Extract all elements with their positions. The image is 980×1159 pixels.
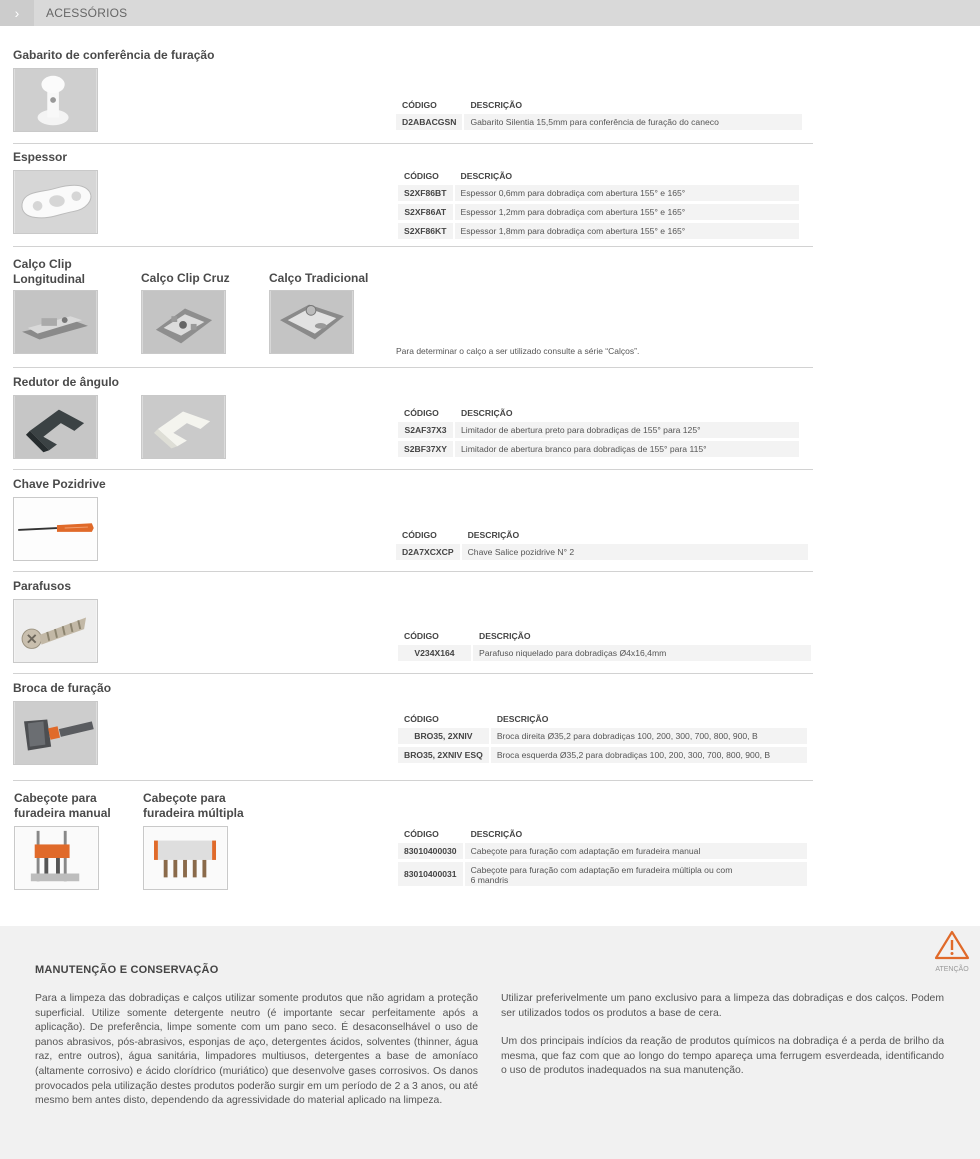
col-desc-header: DESCRIÇÃO: [467, 530, 520, 540]
col-code-header: CÓDIGO: [402, 100, 437, 110]
divider: [13, 780, 813, 781]
divider: [13, 469, 813, 470]
calcos-note: Para determinar o calço a ser utilizado consulte a série “Calços”.: [396, 346, 640, 356]
table-row: [398, 185, 799, 201]
calco-longitudinal-title: Calço Clip Longitudinal: [13, 257, 85, 286]
broca-image: [13, 701, 98, 765]
row-desc: Broca direita Ø35,2 para dobradiças 100, 200, 300, 700, 800, 900, B: [491, 728, 807, 744]
row-code: V234X164: [398, 645, 473, 661]
calco-tradicional-title: Calço Tradicional: [269, 271, 369, 285]
maintenance-section: [0, 926, 980, 1159]
row-desc: Parafuso niquelado para dobradiças Ø4x16,4mm: [473, 645, 811, 661]
col-code-header: CÓDIGO: [404, 171, 439, 181]
row-desc: Limitador de abertura branco para dobradiças de 155° para 115°: [455, 441, 799, 457]
broca-table: [398, 710, 807, 766]
chave-title: Chave Pozidrive: [13, 477, 106, 491]
cabecote-multipla-title: Cabeçote para furadeira múltipla: [143, 791, 244, 820]
header-title: ACESSÓRIOS: [46, 6, 128, 20]
cabecote-manual-title: Cabeçote para furadeira manual: [14, 791, 111, 820]
row-code: S2AF37X3: [398, 422, 455, 438]
maintenance-title: MANUTENÇÃO E CONSERVAÇÃO: [35, 964, 219, 976]
row-code: S2XF86BT: [398, 185, 455, 201]
table-row: [398, 843, 807, 859]
col-desc-header: DESCRIÇÃO: [470, 100, 523, 110]
calco-longitudinal-image: [13, 290, 98, 354]
row-desc: Broca esquerda Ø35,2 para dobradiças 100, 200, 300, 700, 800, 900, B: [491, 747, 807, 763]
row-desc: Espessor 1,2mm para dobradiça com abertura 155° e 165°: [455, 204, 799, 220]
row-code: 83010400030: [398, 843, 465, 859]
espessor-image: [13, 170, 98, 234]
calco-cruz-image: [141, 290, 226, 354]
warning-label: ATENÇÃO: [935, 966, 969, 973]
row-code: 83010400031: [398, 862, 465, 886]
table-row: [398, 862, 807, 886]
divider: [13, 673, 813, 674]
chave-table: [396, 526, 808, 563]
espessor-title: Espessor: [13, 150, 68, 164]
section-header-bar: [0, 0, 980, 26]
cabecote-table: [398, 825, 807, 889]
calco-tradicional-image: [269, 290, 354, 354]
col-code-header: CÓDIGO: [404, 829, 439, 839]
calco-cruz-title: Calço Clip Cruz: [141, 271, 230, 285]
gabarito-image: [13, 68, 98, 132]
row-desc: Limitador de abertura preto para dobradiças de 155° para 125°: [455, 422, 799, 438]
divider: [13, 367, 813, 368]
parafusos-table: [398, 627, 811, 664]
table-row: [396, 544, 808, 560]
maintenance-col-1: Para a limpeza das dobradiças e calços utilizar somente produtos que não agridam a proteção superficial. Utilize somente detergente neutro (é importante secar perfeitamente após a aplicação). De preferência, limpe somente com um pano seco. É desaconselhável o uso de panos abrasivos, pós-abrasivos, esponjas de aço, detergentes ácidos, solventes (thinner, água raz, entre outros), água sanitária, limpadores multiusos, detergentes a base de amoníaco (altamente corrosivo) e ácido clorídrico (muriático) que desenvolve gases corrosivos. Os danos provocados pela utilização destes produtos poderão surgir em um período de 2 a 3 anos, ou até mesmo bem antes disto, dependendo da agressividade do material aplicado na limpeza.: [35, 993, 478, 1107]
divider: [13, 571, 813, 572]
row-desc: Espessor 1,8mm para dobradiça com abertura 155° e 165°: [455, 223, 799, 239]
divider: [13, 143, 813, 144]
col-code-header: CÓDIGO: [404, 408, 439, 418]
redutor-white-image: [141, 395, 226, 459]
col-desc-header: DESCRIÇÃO: [496, 714, 549, 724]
table-row: [398, 728, 807, 744]
espessor-table: [398, 167, 799, 242]
row-desc: Espessor 0,6mm para dobradiça com abertura 155° e 165°: [455, 185, 799, 201]
row-code: S2XF86AT: [398, 204, 455, 220]
table-row: [398, 645, 811, 661]
gabarito-table: [396, 96, 802, 133]
col-code-header: CÓDIGO: [404, 714, 439, 724]
table-row: [396, 114, 802, 130]
col-code-header: CÓDIGO: [404, 631, 439, 641]
row-code: BRO35, 2XNIV: [398, 728, 491, 744]
maintenance-col-2: Utilizar preferivelmente um pano exclusivo para a limpeza das dobradiças e dos calços. Podem ser utilizados todos os produtos a base de cera. Um dos principais indícios da reação de produtos químicos na dobradiça é a perda de brilho da mesma, que faz com que ao longo do tempo apareça uma ferrugem esverdeada, identificando o uso de produtos inadequados na sua manutenção.: [501, 993, 944, 1077]
row-code: D2A7XCXCP: [396, 544, 462, 560]
cabecote-multipla-image: [143, 826, 228, 890]
col-desc-header: DESCRIÇÃO: [460, 171, 513, 181]
row-desc: Gabarito Silentia 15,5mm para conferência de furação do caneco: [464, 114, 802, 130]
gabarito-title: Gabarito de conferência de furação: [13, 48, 215, 62]
table-row: [398, 747, 807, 763]
col-desc-header: DESCRIÇÃO: [470, 829, 523, 839]
col-code-header: CÓDIGO: [402, 530, 437, 540]
parafusos-image: [13, 599, 98, 663]
redutor-black-image: [13, 395, 98, 459]
redutor-title: Redutor de ângulo: [13, 375, 119, 389]
cabecote-manual-image: [14, 826, 99, 890]
row-code: S2BF37XY: [398, 441, 455, 457]
row-desc: Cabeçote para furação com adaptação em furadeira manual: [465, 843, 807, 859]
row-code: D2ABACGSN: [396, 114, 464, 130]
table-row: [398, 441, 799, 457]
col-desc-header: DESCRIÇÃO: [479, 631, 531, 641]
chave-image: [13, 497, 98, 561]
row-desc: Cabeçote para furação com adaptação em furadeira múltipla ou com 6 mandris: [465, 862, 807, 886]
chevron-right-icon[interactable]: ›: [0, 0, 34, 26]
table-row: [398, 223, 799, 239]
row-desc: Chave Salice pozidrive N° 2: [462, 544, 808, 560]
col-desc-header: DESCRIÇÃO: [461, 408, 513, 418]
broca-title: Broca de furação: [13, 681, 112, 695]
table-row: [398, 204, 799, 220]
parafusos-title: Parafusos: [13, 579, 72, 593]
warning-triangle-icon: [934, 930, 970, 960]
row-code: BRO35, 2XNIV ESQ: [398, 747, 491, 763]
divider: [13, 246, 813, 247]
table-row: [398, 422, 799, 438]
warning-badge: [932, 930, 972, 973]
row-code: S2XF86KT: [398, 223, 455, 239]
redutor-table: [398, 404, 799, 460]
